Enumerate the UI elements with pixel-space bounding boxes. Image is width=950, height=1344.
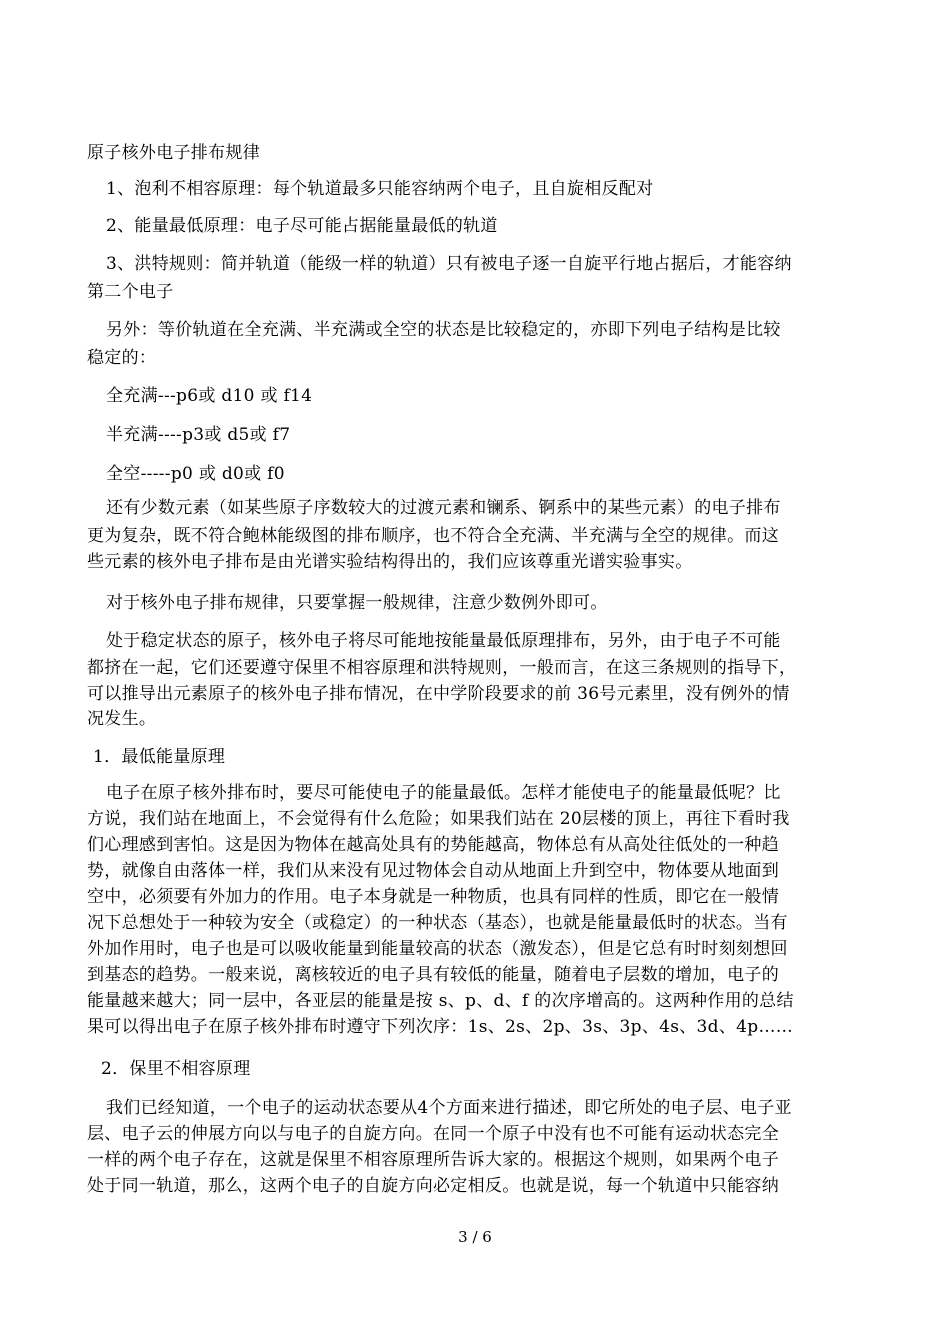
document-title: 原子核外电子排布规律 <box>87 143 260 163</box>
paragraph-line: 一样的两个电子存在，这就是保里不相容原理所告诉大家的。根据这个规则，如果两个电子 <box>87 1150 779 1170</box>
paragraph-line: 些元素的核外电子排布是由光谱实验结构得出的，我们应该尊重光谱实验事实。 <box>87 552 693 572</box>
paragraph-line: 况下总想处于一种较为安全（或稳定）的一种状态（基态），也就是能量最低时的状态。当有 <box>87 913 788 933</box>
empty-line: 全空-----p0 或 d0或 f0 <box>106 464 285 484</box>
rule-1: 1、泡利不相容原理：每个轨道最多只能容纳两个电子，且自旋相反配对 <box>106 179 654 199</box>
paragraph-line: 对于核外电子排布规律，只要掌握一般规律，注意少数例外即可。 <box>106 593 608 613</box>
rule-2: 2、能量最低原理：电子尽可能占据能量最低的轨道 <box>106 216 498 236</box>
rule-3-cont: 第二个电子 <box>87 282 174 302</box>
full-filled-line: 全充满---p6或 d10 或 f14 <box>106 386 313 406</box>
paragraph-line: 外加作用时，电子也是可以吸收能量到能量较高的状态（激发态），但是它总有时时刻刻想回 <box>87 939 788 959</box>
paragraph-line: 都挤在一起，它们还要遵守保里不相容原理和洪特规则，一般而言，在这三条规则的指导下， <box>87 658 797 678</box>
paragraph-line: 势，就像自由落体一样，我们从来没有见过物体会自动从地面上升到空中，物体要从地面到 <box>87 861 779 881</box>
paragraph-line: 更为复杂，既不符合鲍林能级图的排布顺序，也不符合全充满、半充满与全空的规律。而这 <box>87 526 779 546</box>
paragraph-line: 可以推导出元素原子的核外电子排布情况，在中学阶段要求的前 36号元素里，没有例外的情 <box>87 684 790 704</box>
rule-3: 3、洪特规则：简并轨道（能级一样的轨道）只有被电子逐一自旋平行地占据后，才能容纳 <box>106 254 792 274</box>
paragraph-line: 况发生。 <box>87 709 157 729</box>
paragraph-line: 空中，必须要有外加力的作用。电子本身就是一种物质，也具有同样的性质，即它在一般情 <box>87 887 779 907</box>
paragraph-line: 另外：等价轨道在全充满、半充满或全空的状态是比较稳定的，亦即下列电子结构是比较 <box>106 320 781 340</box>
paragraph-line: 稳定的： <box>87 348 157 368</box>
paragraph-line: 电子在原子核外排布时，要尽可能使电子的能量最低。怎样才能使电子的能量最低呢？比 <box>106 783 781 803</box>
paragraph-line: 层、电子云的伸展方向以与电子的自旋方向。在同一个原子中没有也不可能有运动状态完全 <box>87 1124 779 1144</box>
section-heading-2: 2．保里不相容原理 <box>101 1059 251 1079</box>
page-number: 3 / 6 <box>458 1228 492 1246</box>
paragraph-line: 方说，我们站在地面上，不会觉得有什么危险；如果我们站在 20层楼的顶上，再往下看时我 <box>87 809 790 829</box>
paragraph-line: 处于同一轨道，那么，这两个电子的自旋方向必定相反。也就是说，每一个轨道中只能容纳 <box>87 1176 779 1196</box>
paragraph-line: 还有少数元素（如某些原子序数较大的过渡元素和镧系、锕系中的某些元素）的电子排布 <box>106 498 781 518</box>
paragraph-line: 到基态的趋势。一般来说，离核较近的电子具有较低的能量，随着电子层数的增加，电子的 <box>87 965 779 985</box>
paragraph-line: 果可以得出电子在原子核外排布时遵守下列次序：1s、2s、2p、3s、3p、4s、3d、4p…… <box>87 1017 794 1037</box>
paragraph-line: 处于稳定状态的原子，核外电子将尽可能地按能量最低原理排布，另外，由于电子不可能 <box>106 631 781 651</box>
half-filled-line: 半充满----p3或 d5或 f7 <box>106 425 291 445</box>
paragraph-line: 能量越来越大；同一层中，各亚层的能量是按 s、p、d、f 的次序增高的。这两种作用的总结 <box>87 991 794 1011</box>
section-heading-1: 1．最低能量原理 <box>93 747 226 767</box>
paragraph-line: 们心理感到害怕。这是因为物体在越高处具有的势能越高，物体总有从高处往低处的一种趋 <box>87 835 779 855</box>
paragraph-line: 我们已经知道，一个电子的运动状态要从4个方面来进行描述，即它所处的电子层、电子亚 <box>106 1098 792 1118</box>
